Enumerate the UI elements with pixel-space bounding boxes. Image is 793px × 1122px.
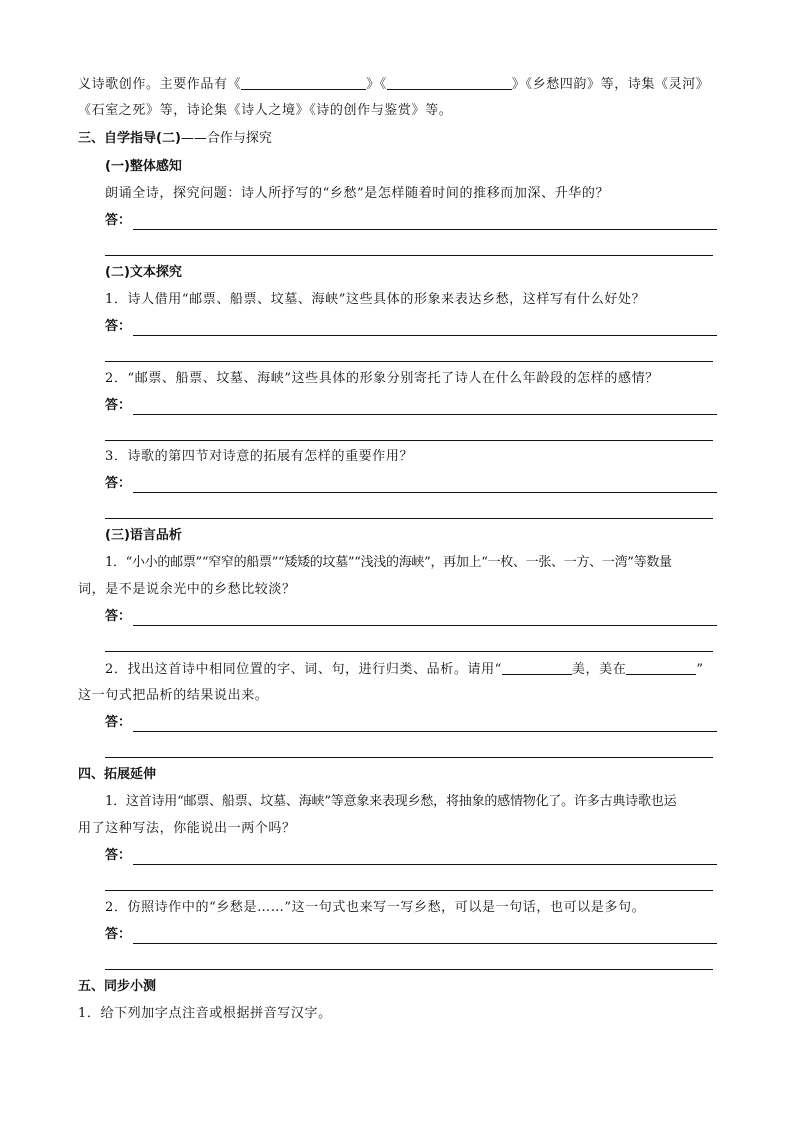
fill-blank-1[interactable]	[502, 660, 572, 675]
answer-line[interactable]	[105, 440, 713, 441]
section-3-heading	[78, 130, 272, 148]
intro-line-1-suffix: 》《乡愁四韵》等，诗集《灵河》	[511, 77, 710, 92]
part-1-question: 朗诵全诗，探究问题：诗人所抒写的“乡愁”是怎样随着时间的推移而加深、升华的？	[105, 186, 610, 201]
question-text: 1．这首诗用“邮票、船票、坟墓、海峡”等意象来表现乡愁，将抽象的感情物化了。许多古典诗歌也运	[105, 794, 677, 809]
answer-label: 答：	[105, 213, 132, 228]
answer-line[interactable]	[105, 255, 713, 256]
question-text-cont: 用了这种写法，你能说出一两个吗？	[78, 821, 296, 836]
answer-line[interactable]	[105, 361, 713, 362]
answer-line[interactable]	[133, 414, 717, 415]
question-text-cont: 词，是不是说余光中的乡愁比较淡？	[78, 582, 296, 597]
answer-line[interactable]	[133, 731, 717, 732]
question-text: 2．“邮票、船票、坟墓、海峡”这些具体的形象分别寄托了诗人在什么年龄段的怎样的感情？	[105, 371, 659, 386]
question-text-cont: 这一句式把品析的结果说出来。	[78, 688, 269, 703]
question-suffix: ”	[696, 662, 704, 677]
answer-line[interactable]	[105, 651, 713, 652]
work-title-blank-1[interactable]	[241, 75, 366, 90]
answer-line[interactable]	[105, 757, 713, 758]
answer-line[interactable]	[133, 864, 717, 865]
section-3-subtitle: ——合作与探究	[180, 131, 272, 146]
intro-line-1	[78, 75, 709, 94]
intro-line-2: 《石室之死》等，诗论集《诗人之境》《诗的创作与鉴赏》等。	[78, 103, 453, 118]
answer-label: 答：	[105, 715, 132, 730]
answer-line[interactable]	[105, 890, 713, 891]
question-text: 1．“小小的邮票”“窄窄的船票”“矮矮的坟墓”“浅浅的海峡”，再加上“一枚、一张、一方、一湾”等数量	[105, 555, 672, 570]
answer-line[interactable]	[133, 625, 717, 626]
answer-label: 答：	[105, 476, 132, 491]
question-mid: 美，美在	[571, 662, 627, 677]
answer-line[interactable]	[133, 335, 717, 336]
question-text	[105, 660, 704, 679]
answer-label: 答：	[105, 319, 132, 334]
answer-line[interactable]	[105, 518, 713, 519]
part-1-title: (一)整体感知	[105, 159, 182, 174]
answer-label: 答：	[105, 398, 132, 413]
answer-line[interactable]	[133, 943, 717, 944]
answer-line[interactable]	[133, 492, 717, 493]
intro-line-1-mid: 》《	[366, 77, 387, 92]
section-4-title: 四、拓展延伸	[78, 767, 157, 782]
part-2-title: (二)文本探究	[105, 265, 182, 280]
answer-label: 答：	[105, 848, 132, 863]
section-3-title: 三、自学指导(二)	[78, 131, 181, 146]
answer-line[interactable]	[133, 229, 717, 230]
fill-blank-2[interactable]	[626, 660, 696, 675]
intro-line-1-prefix: 义诗歌创作。主要作品有《	[78, 77, 242, 92]
section-5-title: 五、同步小测	[78, 979, 157, 994]
answer-label: 答：	[105, 609, 132, 624]
question-text: 2．仿照诗作中的“乡愁是……”这一句式也来写一写乡愁，可以是一句话，也可以是多句。	[105, 900, 646, 915]
answer-label: 答：	[105, 927, 132, 942]
question-text: 3．诗歌的第四节对诗意的拓展有怎样的重要作用？	[105, 449, 414, 464]
question-text: 1．诗人借用“邮票、船票、坟墓、海峡”这些具体的形象来表达乡愁，这样写有什么好处？	[105, 292, 646, 307]
work-title-blank-2[interactable]	[387, 75, 512, 90]
question-prefix: 2．找出这首诗中相同位置的字、词、句，进行归类、品析。请用“	[105, 662, 502, 677]
answer-line[interactable]	[105, 969, 713, 970]
part-3-title: (三)语言品析	[105, 528, 182, 543]
question-text: 1．给下列加字点注音或根据拼音写汉字。	[78, 1006, 332, 1021]
